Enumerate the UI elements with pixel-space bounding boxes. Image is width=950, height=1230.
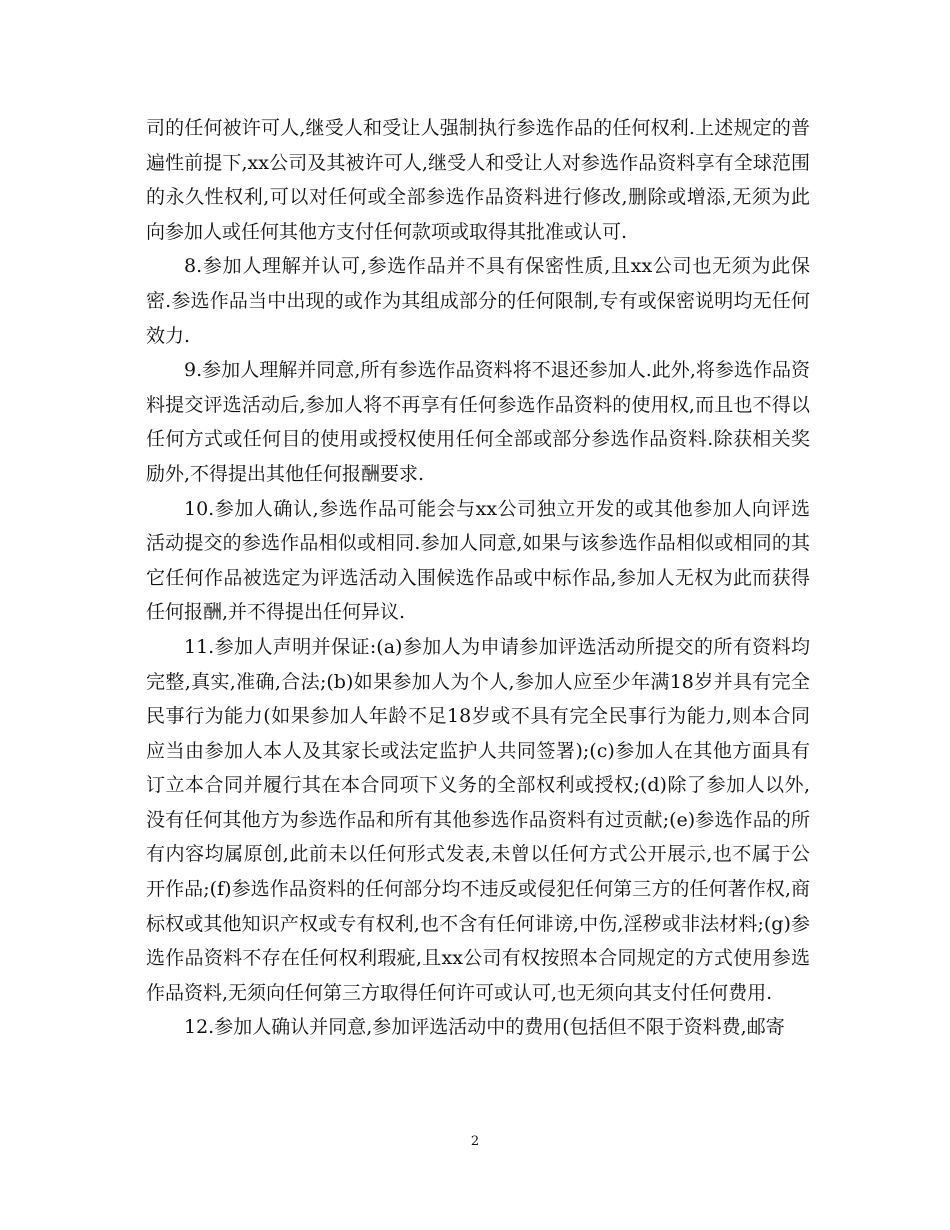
paragraph-clause-12: 12.参加人确认并同意,参加评选活动中的费用(包括但不限于资料费,邮寄 [184,1016,785,1039]
paragraph-clause-8: 8.参加人理解并认可,参选作品并不具有保密性质,且xx公司也无须为此保密.参选作品当中出现的或作为其组成部分的任何限制,专有或保密说明均无任何效力. [146,255,810,347]
paragraph-clause-11: 11.参加人声明并保证:(a)参加人为申请参加评选活动所提交的所有资料均完整,真实,准确,合法;(b)如果参加人为个人,参加人应至少年满18岁并具有完全民事行为能力(如果参加人年龄不足18岁或不具有完全民事行为能力,则本合同应当由参加人本人及其家长或法定监护人共同签署);(c)参加人在其他方面具有订立本合同并履行其在本合同项下义务的全部权利或授权;(d)除了参加人以外,没有任何其他方为参选作品和所有其他参选作品资料有过贡献;(e)参选作品的所有内容均属原创,此前未以任何形式发表,未曾以任何方式公开展示,也不属于公开作品;(f)参选作品资料的任何部分均不违反或侵犯任何第三方的任何著作权,商标权或其他知识产权或专有权利,也不含有任何诽谤,中伤,淫秽或非法材料;(g)参选作品资料不存在任何权利瑕疵,且xx公司有权按照本合同规定的方式使用参选作品资料,无须向任何第三方取得任何许可或认可,也无须向其支付任何费用. [146,635,810,1004]
paragraph-clause-10: 10.参加人确认,参选作品可能会与xx公司独立开发的或其他参加人向评选活动提交的参选作品相似或相同.参加人同意,如果与该参选作品相似或相同的其它任何作品被选定为评选活动入围候选作品或中标作品,参加人无权为此而获得任何报酬,并不得提出任何异议. [146,497,810,624]
paragraph-clause-9: 9.参加人理解并同意,所有参选作品资料将不退还参加人.此外,将参选作品资料提交评选活动后,参加人将不再享有任何参选作品资料的使用权,而且也不得以任何方式或任何目的使用或授权使用任何全部或部分参选作品资料.除获相关奖励外,不得提出其他任何报酬要求. [146,359,810,485]
document-body [146,111,810,1045]
paragraph-continuation: 司的任何被许可人,继受人和受让人强制执行参选作品的任何权利.上述规定的普遍性前提下,xx公司及其被许可人,继受人和受让人对参选作品资料享有全球范围的永久性权利,可以对任何或全部参选作品资料进行修改,删除或增添,无须为此向参加人或任何其他方支付任何款项或取得其批准或认可. [146,117,810,243]
page-number: 2 [470,1134,480,1149]
